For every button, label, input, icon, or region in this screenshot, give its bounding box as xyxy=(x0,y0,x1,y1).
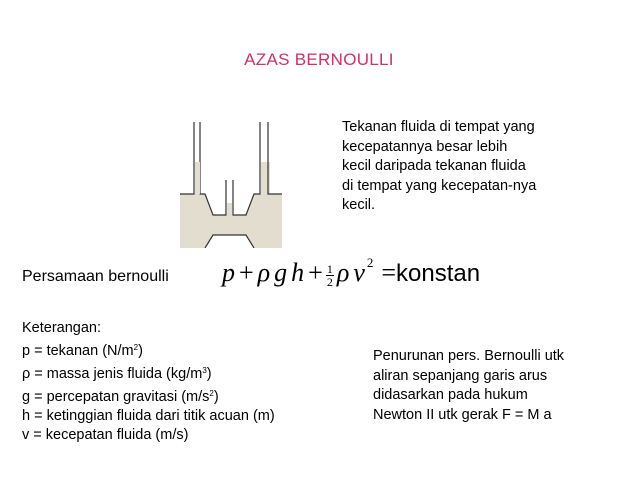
derivation-line: Penurunan pers. Bernoulli utk xyxy=(373,348,565,364)
derivation-line: aliran sepanjang garis arus xyxy=(373,367,548,384)
eq-rho: ρ xyxy=(336,258,350,287)
description-line: di tempat yang kecepatan-nya xyxy=(342,177,537,194)
right-tube-outer xyxy=(268,122,282,194)
description-line: Tekanan fluida di tempat yang xyxy=(342,119,535,135)
eq-g: g xyxy=(274,258,288,287)
eq-plus: + xyxy=(308,258,323,287)
derivation-line: didasarkan pada hukum xyxy=(373,387,528,403)
equation-label: Persamaan bernoulli xyxy=(22,268,169,285)
eq-h: h xyxy=(291,258,305,287)
notes-heading: Keterangan: xyxy=(22,320,102,336)
eq-v: v xyxy=(353,258,365,287)
eq-rho: ρ xyxy=(257,258,271,287)
left-column-fluid xyxy=(195,162,200,194)
description-line: kecepatannya besar lebih xyxy=(342,138,508,155)
middle-column-fluid xyxy=(227,203,232,215)
notes xyxy=(22,319,275,445)
description-line: kecil. xyxy=(342,197,376,213)
eq-equals: = xyxy=(381,258,397,287)
venturi-pipe-diagram xyxy=(180,122,282,248)
note-velocity: v = kecepatan fluida (m/s) xyxy=(22,427,189,443)
note-density: ρ = massa jenis fluida $(kg/m^3)$ xyxy=(22,366,212,382)
derivation-line: Newton II utk gerak F = M a xyxy=(373,406,552,423)
description-line: kecil daripada tekanan fluida xyxy=(342,158,526,174)
eq-p: p xyxy=(222,258,235,287)
right-column-fluid xyxy=(261,162,267,194)
derivation-note xyxy=(373,347,623,425)
note-height: h = ketinggian fluida dari titik acuan (m) xyxy=(22,408,275,424)
eq-exponent: 2 xyxy=(366,255,374,270)
eq-frac-den: 2 xyxy=(326,274,333,289)
bernoulli-equation xyxy=(222,255,480,288)
note-pressure: p = tekanan $(N/m^2)$ xyxy=(22,343,143,359)
eq-frac-num: 1 xyxy=(326,261,333,276)
eq-plus: + xyxy=(239,258,254,287)
left-tube-outer xyxy=(180,122,194,194)
eq-constant: konstan xyxy=(396,260,481,287)
page-title: AZAS BERNOULLI xyxy=(244,50,394,69)
description xyxy=(342,118,602,216)
note-gravity: g = percepatan gravitasi $(m/s^2)$ xyxy=(22,389,219,405)
eq-fraction xyxy=(326,263,334,288)
